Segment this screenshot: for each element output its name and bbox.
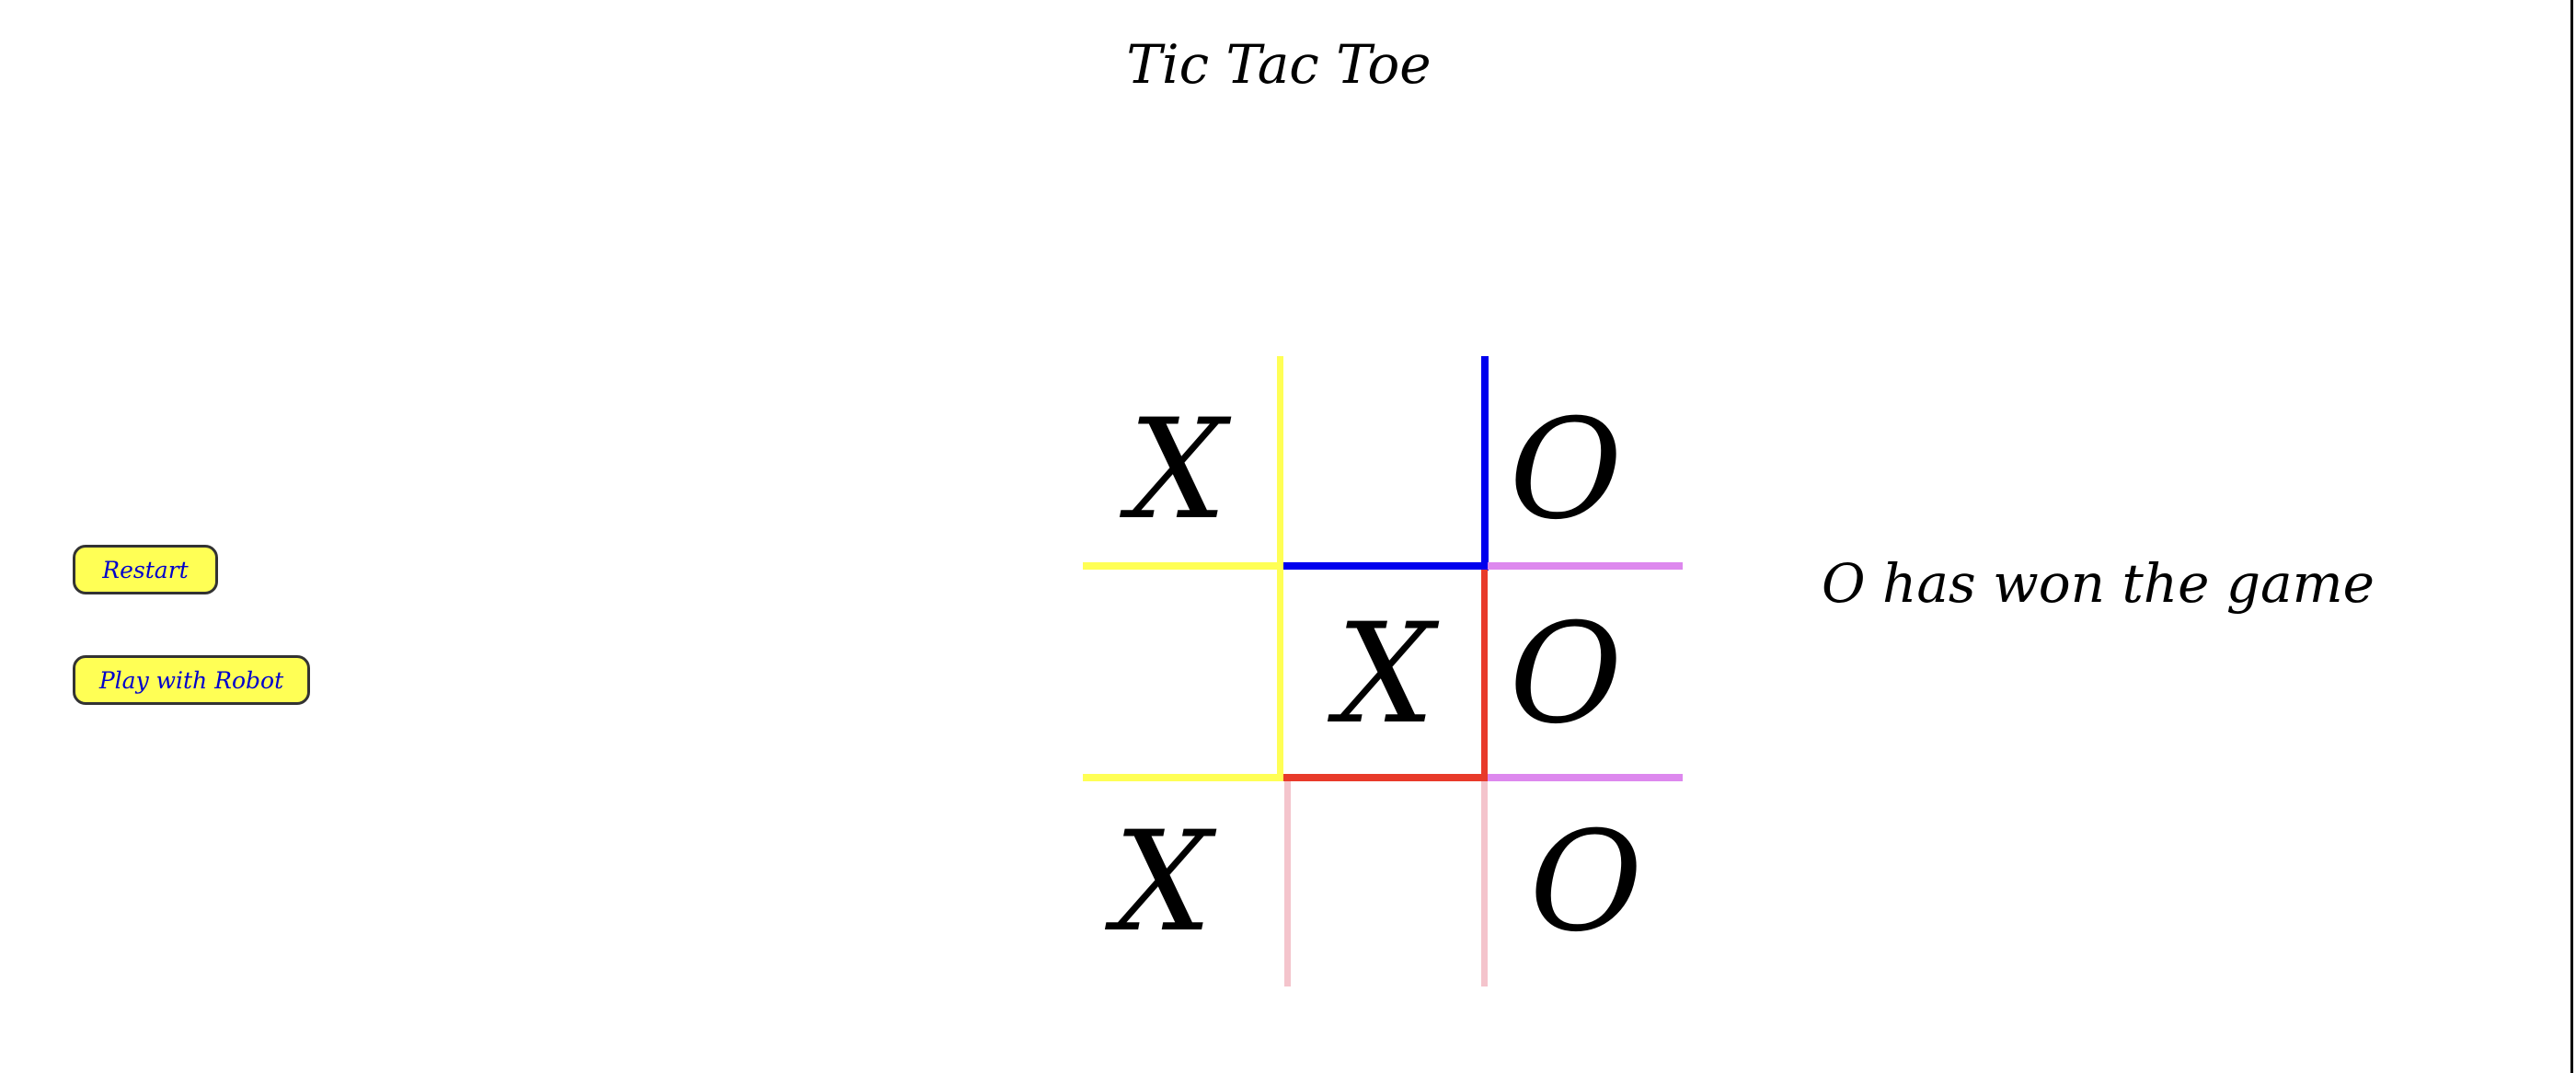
page-title: Tic Tac Toe bbox=[1126, 33, 1432, 96]
board-cell-7[interactable] bbox=[1083, 781, 1280, 991]
restart-button[interactable]: Restart bbox=[73, 545, 218, 594]
grid-line-v2-middle bbox=[1481, 566, 1488, 780]
board-cell-5[interactable] bbox=[1283, 570, 1480, 779]
grid-line-v2-bottom bbox=[1481, 778, 1488, 986]
cell-mark: X bbox=[1128, 390, 1227, 550]
window-right-border bbox=[2570, 0, 2573, 1073]
game-status-message: O has won the game bbox=[1822, 552, 2375, 615]
board-cell-3[interactable] bbox=[1488, 356, 1685, 566]
play-with-robot-button[interactable]: Play with Robot bbox=[73, 655, 310, 705]
cell-mark: X bbox=[1336, 594, 1435, 755]
board-cell-8[interactable] bbox=[1283, 781, 1480, 991]
board-cell-6[interactable] bbox=[1488, 570, 1685, 779]
cell-mark: X bbox=[1113, 802, 1213, 963]
cell-mark: O bbox=[1509, 390, 1623, 550]
game-board bbox=[1083, 356, 1683, 986]
board-cell-4[interactable] bbox=[1083, 570, 1280, 779]
board-cell-9[interactable] bbox=[1488, 781, 1685, 991]
cell-mark: O bbox=[1509, 594, 1623, 755]
cell-mark: O bbox=[1529, 802, 1643, 963]
board-cell-1[interactable] bbox=[1083, 356, 1280, 566]
board-cell-2[interactable] bbox=[1283, 356, 1480, 566]
